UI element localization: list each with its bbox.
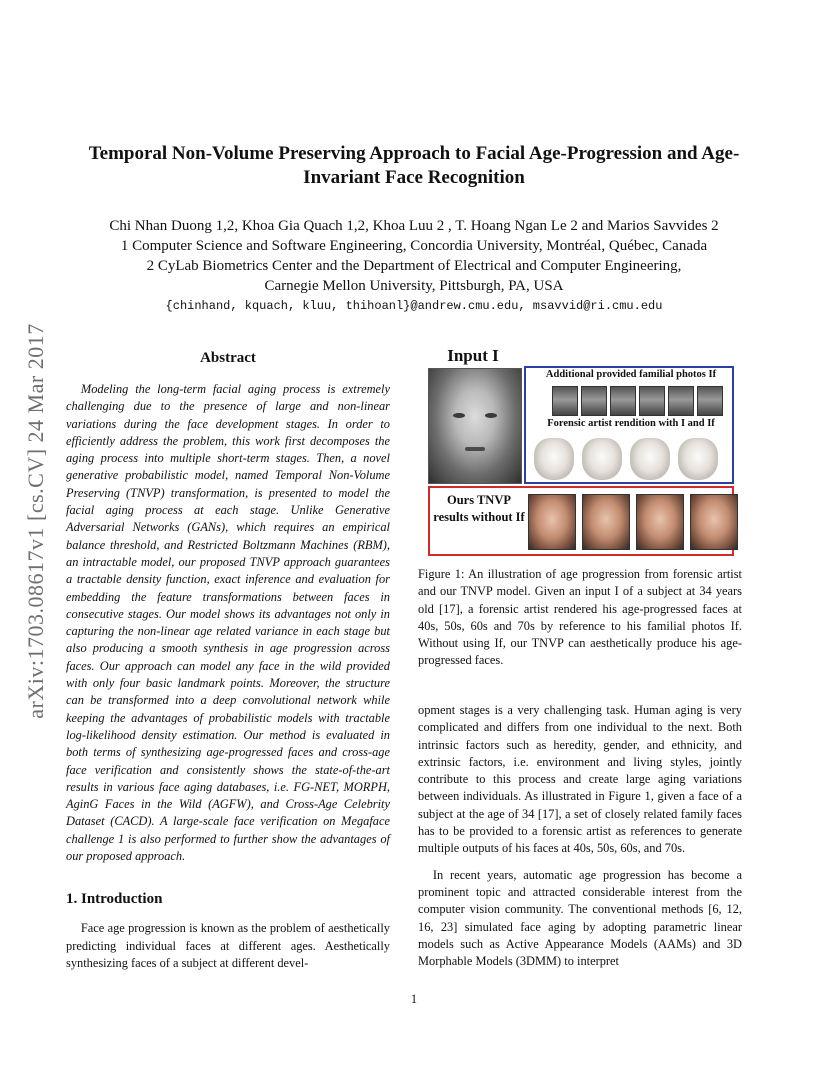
paper-title: Temporal Non-Volume Preserving Approach to Facial Age-Progression and Age-Invariant Face Recognition (88, 143, 740, 188)
forensic-box (524, 366, 734, 484)
page-number: 1 (410, 992, 418, 1006)
tnvp-box (428, 486, 734, 556)
abstract-body (66, 381, 390, 865)
tnvp-face (636, 494, 684, 550)
face-mouth (465, 447, 485, 451)
tnvp-face (690, 494, 738, 550)
familial-photo (697, 386, 723, 416)
forensic-rendition-label: Forensic artist rendition with I and If (547, 418, 715, 429)
familial-photo (552, 386, 578, 416)
forensic-sketch (630, 438, 670, 480)
author-block (60, 216, 768, 316)
figure-caption (418, 566, 742, 670)
affiliation-1: 1 Computer Science and Software Engineering, Concordia University, Montréal, Québec, Canada (120, 238, 708, 254)
familial-photos-label: Additional provided familial photos If (545, 369, 717, 380)
paragraph: In recent years, automatic age progression has become a prominent topic and attracted considerable interest from the computer vision community. The conventional methods [6, 12, 16, 23] simulated face aging by adopting parametric linear models such as Active Appearance Models (AAMs) and 3D Morphable Models (3DMM) to interpret (418, 867, 742, 969)
forensic-sketch (678, 438, 718, 480)
affiliation-2-cont: Carnegie Mellon University, Pittsburgh, PA, USA (264, 278, 564, 294)
affiliation-2: 2 CyLab Biometrics Center and the Department of Electrical and Computer Engineering, (146, 258, 682, 274)
caption-prefix: Figure 1: (418, 567, 469, 581)
tnvp-face (528, 494, 576, 550)
familial-photo (610, 386, 636, 416)
intro-heading: 1. Introduction (66, 891, 163, 908)
forensic-sketch (534, 438, 574, 480)
forensic-sketches (534, 438, 718, 480)
familial-photos (552, 386, 723, 416)
input-face-photo (428, 368, 522, 484)
face-eye-left (453, 413, 465, 418)
familial-photo (668, 386, 694, 416)
forensic-sketch (582, 438, 622, 480)
face-eye-right (485, 413, 497, 418)
author-emails: {chinhand, kquach, kluu, thihoanl}@andrew.cmu.edu, msavvid@ri.cmu.edu (165, 299, 663, 313)
abstract-heading: Abstract (200, 350, 256, 366)
right-body-text (418, 702, 742, 970)
familial-photo (581, 386, 607, 416)
right-column (418, 346, 742, 670)
tnvp-faces (528, 494, 738, 550)
abstract-text: Modeling the long-term facial aging process is extremely challenging due to the presence of large and non-linear variations during the face development stages. In order to efficiently address the problem, this work first decomposes the aging process into multiple short-term stages. Then, a novel generative probabilistic model, named Temporal Non-Volume Preserving (TNVP) transformation, is presented to model the facial aging process at each stage. Unlike Generative Adversarial Networks (GANs), which requires an empirical balance threshold, and Restricted Boltzmann Machines (RBM), an intractable model, our proposed TNVP approach guarantees a tractable density function, exact inference and evaluation for embedding the feature transformations between faces in consecutive stages. Our model shows its advantages not only in capturing the non-linear age related variance in each stage but also producing a smooth synthesis in age progression across faces. Our approach can model any face in the wild provided with only four basic landmark points. Moreover, the structure can be transformed into a deep convolutional network while keeping the advantages of probabilistic models with tractable log-likelihood density estimation. Our method is evaluated in both terms of synthesizing age-progressed faces and cross-age face verification and consistently shows the state-of-the-art results in various face aging databases, i.e. FG-NET, MORPH, AginG Faces in the Wild (AGFW), and Cross-Age Celebrity Dataset (CACD). A large-scale face verification on Megaface challenge 1 is also performed to further show the advantages of our proposed approach. (66, 382, 390, 864)
paragraph: opment stages is a very challenging task. Human aging is very complicated and differs from one individual to the next. Both intrinsic factors such as heredity, gender, and ethnicity, and extrinsic factors, i.e. environment and living styles, jointly contribute to this process and create large aging variations between individuals. As illustrated in Figure 1, given a face of a subject at the age of 34 [17], a set of closely related family faces has to be provided to a forensic artist as references to generate multiple outputs of his faces at 40s, 50s, 60s, and 70s. (418, 703, 742, 856)
intro-text: Face age progression is known as the problem of aesthetically predicting individual faces at different ages. Aesthetically synthesizing faces of a subject at different devel- (66, 921, 390, 970)
arxiv-stamp-text: arXiv:1703.08617v1 [cs.CV] 24 Mar 2017 (23, 323, 48, 719)
arxiv-stamp (22, 282, 50, 760)
author-names: Chi Nhan Duong 1,2, Khoa Gia Quach 1,2, Khoa Luu 2 , T. Hoang Ngan Le 2 and Marios Savvides 2 (109, 218, 719, 234)
figure-1 (418, 346, 742, 556)
left-column (66, 348, 390, 972)
caption-text: An illustration of age progression from forensic artist and our TNVP model. Given an input I of a subject at 34 years old [17], a forensic artist rendered his age-progressed faces at 40s, 50s, 60s and 70s by reference to his familial photos If. Without using If, our TNVP can aesthetically produce his age-progressed faces. (418, 567, 742, 668)
figure-input-label: Input I (447, 346, 499, 365)
tnvp-label: Ours TNVP results without If (433, 493, 525, 524)
tnvp-face (582, 494, 630, 550)
familial-photo (639, 386, 665, 416)
